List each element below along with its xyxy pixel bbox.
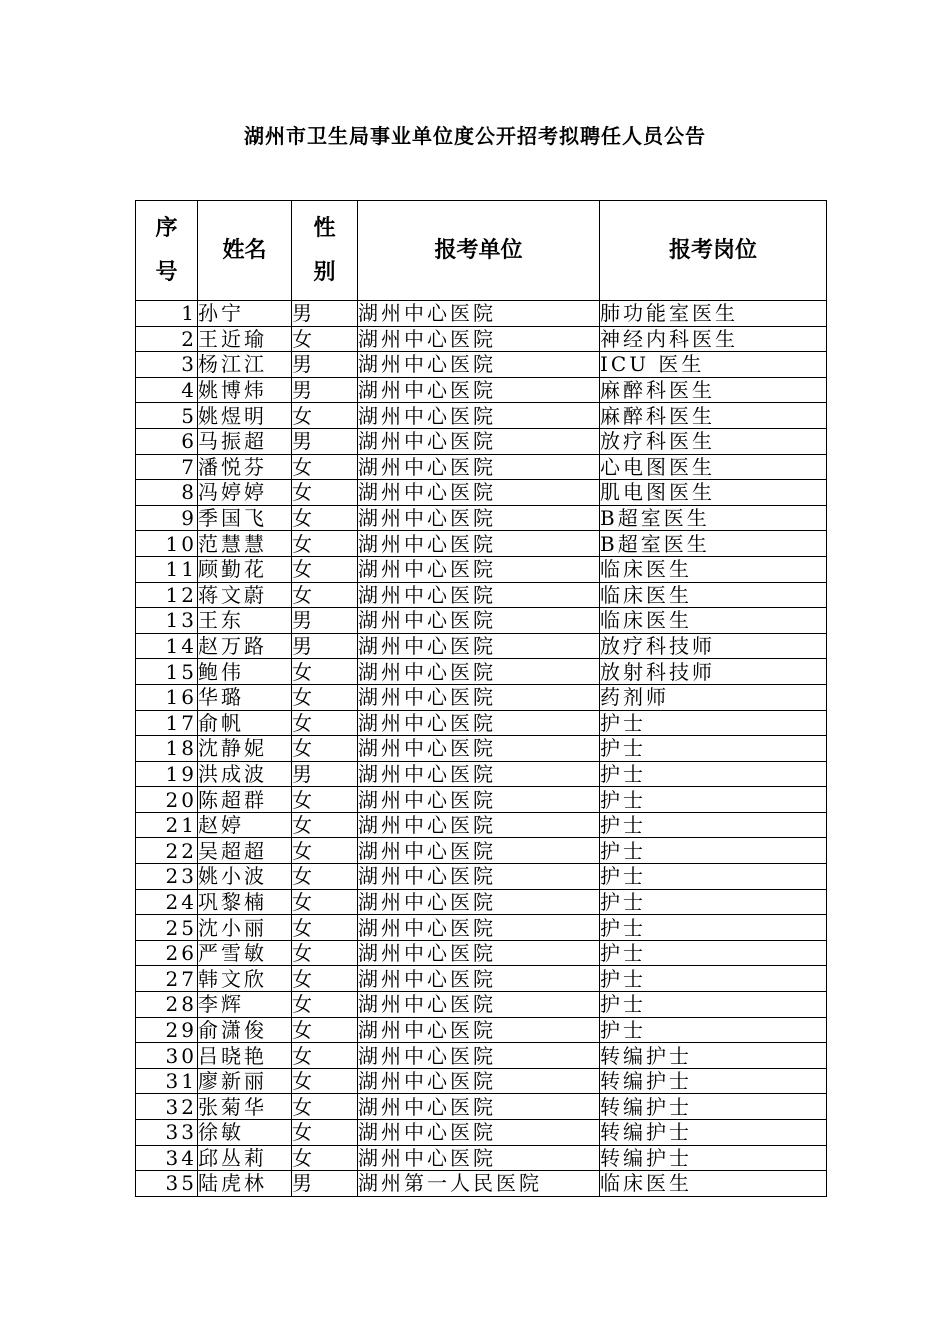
cell-position: 临床医生 <box>600 556 827 582</box>
cell-name: 潘悦芬 <box>198 454 292 480</box>
cell-unit: 湖州中心医院 <box>358 428 600 454</box>
cell-position: 护士 <box>600 838 827 864</box>
cell-serial-number: 4 <box>136 377 198 403</box>
cell-unit: 湖州中心医院 <box>358 684 600 710</box>
cell-unit: 湖州中心医院 <box>358 403 600 429</box>
cell-serial-number: 33 <box>136 1120 198 1146</box>
cell-position: 转编护士 <box>600 1120 827 1146</box>
cell-serial-number: 23 <box>136 864 198 890</box>
table-row <box>136 915 827 941</box>
cell-gender: 女 <box>292 454 358 480</box>
cell-unit: 湖州中心医院 <box>358 608 600 634</box>
cell-name: 姚小波 <box>198 864 292 890</box>
cell-serial-number: 26 <box>136 940 198 966</box>
cell-position: 护士 <box>600 992 827 1018</box>
cell-serial-number: 8 <box>136 480 198 506</box>
cell-name: 徐敏 <box>198 1120 292 1146</box>
cell-serial-number: 10 <box>136 531 198 557</box>
cell-position: 护士 <box>600 736 827 762</box>
table-row <box>136 1017 827 1043</box>
cell-name: 马振超 <box>198 428 292 454</box>
cell-name: 邱丛莉 <box>198 1145 292 1171</box>
cell-gender: 女 <box>292 966 358 992</box>
cell-name: 陆虎林 <box>198 1171 292 1197</box>
table-row <box>136 736 827 762</box>
cell-name: 巩黎楠 <box>198 889 292 915</box>
hiring-roster-table <box>135 200 827 1197</box>
cell-name: 洪成波 <box>198 761 292 787</box>
cell-name: 吕晓艳 <box>198 1043 292 1069</box>
cell-gender: 女 <box>292 403 358 429</box>
cell-name: 姚煜明 <box>198 403 292 429</box>
cell-unit: 湖州中心医院 <box>358 301 600 327</box>
cell-unit: 湖州中心医院 <box>358 480 600 506</box>
cell-gender: 女 <box>292 736 358 762</box>
header-position: 报考岗位 <box>600 201 827 301</box>
cell-gender: 女 <box>292 1094 358 1120</box>
cell-unit: 湖州中心医院 <box>358 659 600 685</box>
cell-gender: 男 <box>292 377 358 403</box>
cell-unit: 湖州中心医院 <box>358 1043 600 1069</box>
cell-serial-number: 34 <box>136 1145 198 1171</box>
cell-unit: 湖州中心医院 <box>358 838 600 864</box>
cell-unit: 湖州中心医院 <box>358 505 600 531</box>
table-row <box>136 301 827 327</box>
table-row <box>136 787 827 813</box>
cell-unit: 湖州中心医院 <box>358 1017 600 1043</box>
cell-name: 赵万路 <box>198 633 292 659</box>
cell-position: 临床医生 <box>600 582 827 608</box>
cell-unit: 湖州中心医院 <box>358 710 600 736</box>
cell-serial-number: 28 <box>136 992 198 1018</box>
header-gender <box>292 201 358 301</box>
cell-unit: 湖州中心医院 <box>358 736 600 762</box>
cell-unit: 湖州中心医院 <box>358 940 600 966</box>
cell-unit: 湖州中心医院 <box>358 889 600 915</box>
cell-position: 护士 <box>600 915 827 941</box>
cell-gender: 女 <box>292 531 358 557</box>
cell-unit: 湖州中心医院 <box>358 1145 600 1171</box>
cell-name: 沈小丽 <box>198 915 292 941</box>
table-row <box>136 889 827 915</box>
table-row <box>136 838 827 864</box>
cell-unit: 湖州中心医院 <box>358 454 600 480</box>
cell-position: 肺功能室医生 <box>600 301 827 327</box>
cell-position: 护士 <box>600 966 827 992</box>
cell-gender: 女 <box>292 684 358 710</box>
table-row <box>136 1068 827 1094</box>
cell-gender: 女 <box>292 659 358 685</box>
cell-gender: 女 <box>292 1068 358 1094</box>
cell-serial-number: 24 <box>136 889 198 915</box>
cell-unit: 湖州中心医院 <box>358 531 600 557</box>
cell-gender: 女 <box>292 915 358 941</box>
cell-name: 俞帆 <box>198 710 292 736</box>
cell-position: 麻醉科医生 <box>600 377 827 403</box>
cell-unit: 湖州中心医院 <box>358 377 600 403</box>
cell-gender: 女 <box>292 582 358 608</box>
cell-position: 神经内科医生 <box>600 326 827 352</box>
cell-serial-number: 20 <box>136 787 198 813</box>
cell-serial-number: 22 <box>136 838 198 864</box>
cell-position: B超室医生 <box>600 505 827 531</box>
cell-serial-number: 31 <box>136 1068 198 1094</box>
cell-position: 放疗科技师 <box>600 633 827 659</box>
header-gender-line1: 性 <box>313 215 336 241</box>
cell-gender: 男 <box>292 761 358 787</box>
cell-position: 放疗科医生 <box>600 428 827 454</box>
cell-gender: 女 <box>292 505 358 531</box>
header-gender-line2: 别 <box>313 259 336 285</box>
header-name: 姓名 <box>198 201 292 301</box>
cell-gender: 男 <box>292 1171 358 1197</box>
cell-gender: 女 <box>292 1043 358 1069</box>
cell-serial-number: 21 <box>136 812 198 838</box>
cell-serial-number: 30 <box>136 1043 198 1069</box>
table-row <box>136 352 827 378</box>
cell-serial-number: 25 <box>136 915 198 941</box>
table-row <box>136 1171 827 1197</box>
cell-serial-number: 18 <box>136 736 198 762</box>
cell-name: 沈静妮 <box>198 736 292 762</box>
table-row <box>136 582 827 608</box>
cell-unit: 湖州中心医院 <box>358 352 600 378</box>
cell-name: 孙宁 <box>198 301 292 327</box>
cell-unit: 湖州中心医院 <box>358 582 600 608</box>
cell-name: 王近瑜 <box>198 326 292 352</box>
cell-name: 华璐 <box>198 684 292 710</box>
cell-name: 范慧慧 <box>198 531 292 557</box>
cell-name: 吴超超 <box>198 838 292 864</box>
cell-position: 护士 <box>600 710 827 736</box>
cell-name: 顾勤花 <box>198 556 292 582</box>
cell-unit: 湖州中心医院 <box>358 812 600 838</box>
table-row <box>136 1145 827 1171</box>
cell-unit: 湖州中心医院 <box>358 864 600 890</box>
cell-gender: 女 <box>292 556 358 582</box>
cell-position: 心电图医生 <box>600 454 827 480</box>
cell-serial-number: 11 <box>136 556 198 582</box>
cell-gender: 女 <box>292 787 358 813</box>
table-row <box>136 940 827 966</box>
table-row <box>136 1043 827 1069</box>
page-title: 湖州市卫生局事业单位度公开招考拟聘任人员公告 <box>244 124 706 148</box>
cell-serial-number: 14 <box>136 633 198 659</box>
table-row <box>136 812 827 838</box>
cell-name: 严雪敏 <box>198 940 292 966</box>
table-row <box>136 454 827 480</box>
table-row <box>136 428 827 454</box>
cell-unit: 湖州中心医院 <box>358 1120 600 1146</box>
cell-position: B超室医生 <box>600 531 827 557</box>
cell-serial-number: 27 <box>136 966 198 992</box>
cell-name: 韩文欣 <box>198 966 292 992</box>
cell-serial-number: 6 <box>136 428 198 454</box>
cell-position: 护士 <box>600 889 827 915</box>
cell-serial-number: 35 <box>136 1171 198 1197</box>
cell-name: 季国飞 <box>198 505 292 531</box>
cell-unit: 湖州中心医院 <box>358 915 600 941</box>
cell-name: 李辉 <box>198 992 292 1018</box>
cell-name: 冯婷婷 <box>198 480 292 506</box>
cell-position: 护士 <box>600 940 827 966</box>
cell-position: 放射科技师 <box>600 659 827 685</box>
cell-unit: 湖州中心医院 <box>358 992 600 1018</box>
cell-serial-number: 12 <box>136 582 198 608</box>
cell-serial-number: 19 <box>136 761 198 787</box>
cell-position: 护士 <box>600 1017 827 1043</box>
cell-serial-number: 13 <box>136 608 198 634</box>
cell-name: 鲍伟 <box>198 659 292 685</box>
cell-unit: 湖州中心医院 <box>358 1068 600 1094</box>
cell-gender: 男 <box>292 352 358 378</box>
cell-serial-number: 15 <box>136 659 198 685</box>
cell-gender: 女 <box>292 864 358 890</box>
cell-position: 麻醉科医生 <box>600 403 827 429</box>
cell-serial-number: 17 <box>136 710 198 736</box>
header-serial-line1: 序 <box>155 215 178 241</box>
cell-serial-number: 7 <box>136 454 198 480</box>
cell-serial-number: 9 <box>136 505 198 531</box>
table-row <box>136 556 827 582</box>
cell-gender: 女 <box>292 326 358 352</box>
table-row <box>136 659 827 685</box>
cell-serial-number: 29 <box>136 1017 198 1043</box>
cell-position: 临床医生 <box>600 1171 827 1197</box>
cell-name: 张菊华 <box>198 1094 292 1120</box>
table-row <box>136 326 827 352</box>
cell-serial-number: 5 <box>136 403 198 429</box>
cell-gender: 女 <box>292 992 358 1018</box>
table-row <box>136 633 827 659</box>
table-row <box>136 608 827 634</box>
table-row <box>136 966 827 992</box>
table-row <box>136 864 827 890</box>
cell-unit: 湖州中心医院 <box>358 787 600 813</box>
table-header-row <box>136 201 827 301</box>
cell-gender: 女 <box>292 838 358 864</box>
table-row <box>136 480 827 506</box>
table-row <box>136 1094 827 1120</box>
table-row <box>136 992 827 1018</box>
header-serial-number <box>136 201 198 301</box>
cell-gender: 女 <box>292 1145 358 1171</box>
cell-gender: 女 <box>292 710 358 736</box>
cell-unit: 湖州中心医院 <box>358 556 600 582</box>
cell-position: 转编护士 <box>600 1094 827 1120</box>
table-row <box>136 505 827 531</box>
cell-position: 转编护士 <box>600 1145 827 1171</box>
cell-gender: 女 <box>292 812 358 838</box>
cell-position: 转编护士 <box>600 1043 827 1069</box>
cell-name: 廖新丽 <box>198 1068 292 1094</box>
cell-position: 护士 <box>600 761 827 787</box>
cell-position: 肌电图医生 <box>600 480 827 506</box>
table-row <box>136 761 827 787</box>
cell-unit: 湖州第一人民医院 <box>358 1171 600 1197</box>
cell-gender: 女 <box>292 1017 358 1043</box>
cell-unit: 湖州中心医院 <box>358 761 600 787</box>
cell-serial-number: 32 <box>136 1094 198 1120</box>
cell-name: 俞潇俊 <box>198 1017 292 1043</box>
cell-gender: 男 <box>292 608 358 634</box>
cell-unit: 湖州中心医院 <box>358 326 600 352</box>
cell-gender: 男 <box>292 633 358 659</box>
cell-name: 姚博炜 <box>198 377 292 403</box>
cell-serial-number: 16 <box>136 684 198 710</box>
header-unit: 报考单位 <box>358 201 600 301</box>
cell-position: 转编护士 <box>600 1068 827 1094</box>
table-body <box>136 301 827 1197</box>
cell-gender: 男 <box>292 301 358 327</box>
cell-unit: 湖州中心医院 <box>358 633 600 659</box>
cell-serial-number: 2 <box>136 326 198 352</box>
cell-name: 赵婷 <box>198 812 292 838</box>
cell-gender: 女 <box>292 1120 358 1146</box>
cell-gender: 女 <box>292 480 358 506</box>
table-row <box>136 377 827 403</box>
cell-gender: 男 <box>292 428 358 454</box>
cell-serial-number: 1 <box>136 301 198 327</box>
table-row <box>136 403 827 429</box>
cell-unit: 湖州中心医院 <box>358 1094 600 1120</box>
cell-gender: 女 <box>292 940 358 966</box>
table-row <box>136 1120 827 1146</box>
cell-name: 杨江江 <box>198 352 292 378</box>
cell-serial-number: 3 <box>136 352 198 378</box>
cell-position: 护士 <box>600 864 827 890</box>
table-row <box>136 684 827 710</box>
cell-position: 临床医生 <box>600 608 827 634</box>
cell-name: 蒋文蔚 <box>198 582 292 608</box>
cell-gender: 女 <box>292 889 358 915</box>
cell-name: 王东 <box>198 608 292 634</box>
header-serial-line2: 号 <box>155 259 178 285</box>
cell-position: 药剂师 <box>600 684 827 710</box>
cell-position: 护士 <box>600 787 827 813</box>
cell-position: 护士 <box>600 812 827 838</box>
cell-position: ICU 医生 <box>600 352 827 378</box>
cell-name: 陈超群 <box>198 787 292 813</box>
table-row <box>136 531 827 557</box>
table-row <box>136 710 827 736</box>
cell-unit: 湖州中心医院 <box>358 966 600 992</box>
